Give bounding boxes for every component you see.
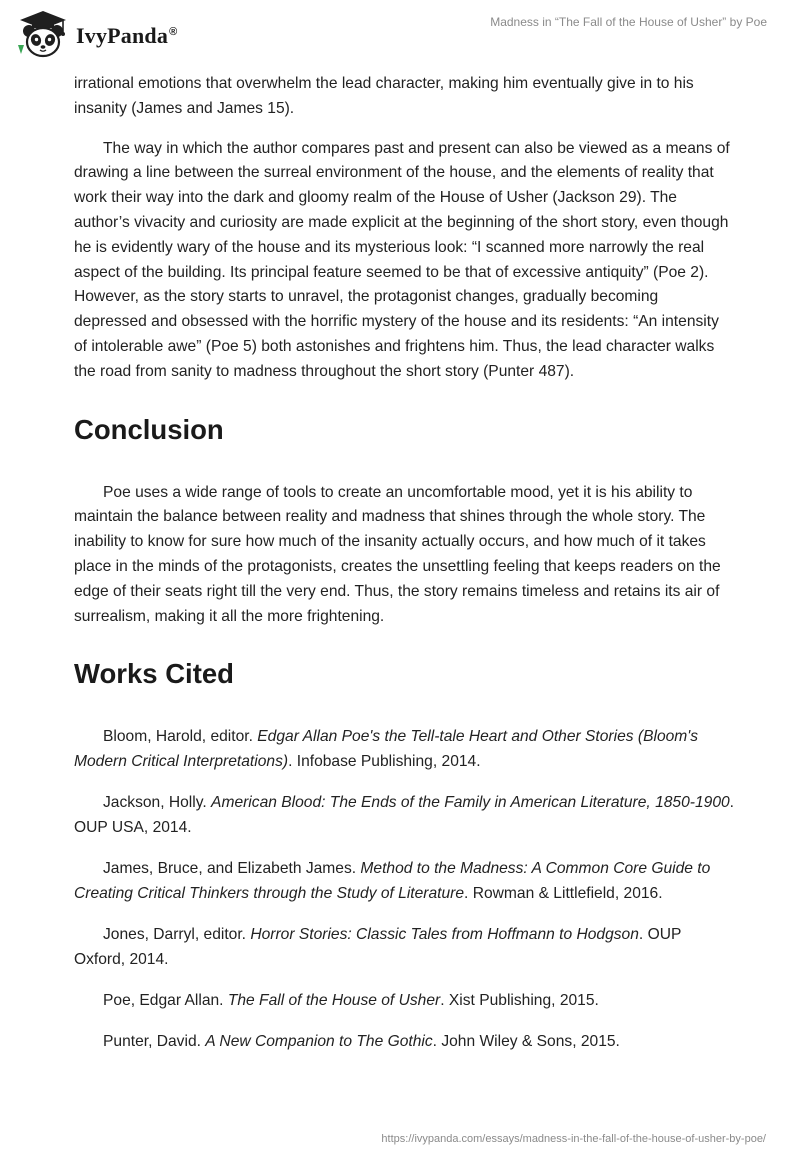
ivypanda-logo[interactable] bbox=[14, 9, 177, 59]
brand-name: IvyPanda® bbox=[76, 23, 178, 48]
citation-bloom: Bloom, Harold, editor. Edgar Allan Poe's the Tell-tale Heart and Other Stories (Bloom's Modern Critical Interpretations). Infobase Publishing, 2014. bbox=[74, 728, 699, 771]
essay-content bbox=[74, 72, 734, 1054]
paragraph-continuation: irrational emotions that overwhelm the lead character, making him eventually give in to his insanity (James and James 15). bbox=[74, 75, 694, 117]
citation-punter: Punter, David. A New Companion to The Gothic. John Wiley & Sons, 2015. bbox=[103, 1033, 620, 1051]
citation-jackson: Jackson, Holly. American Blood: The Ends of the Family in American Literature, 1850-1900. OUP USA, 2014. bbox=[74, 794, 735, 837]
paragraph-past-present: The way in which the author compares past and present can also be viewed as a means of drawing a line between the surreal environment of the house, and the elements of reality that work their way into the dark and gloomy realm of the House of Usher (Jackson 29). The author’s vivacity and curiosity are made explicit at the beginning of the short story, even though he is evidently wary of the house and its mysterious look: “I scanned more narrowly the real aspect of the building. Its principal feature seemed to be that of excessive antiquity” (Poe 2). However, as the story starts to unravel, the protagonist changes, gradually becoming depressed and obsessed with the horrific mystery of the house and its residents: “An intensity of intolerable awe” (Poe 5) both astonishes and frightens him. Thus, the lead character walks the road from sanity to madness throughout the short story (Punter 487). bbox=[74, 139, 730, 380]
registered-mark: ® bbox=[169, 25, 178, 38]
citation-poe: Poe, Edgar Allan. The Fall of the House of Usher. Xist Publishing, 2015. bbox=[103, 992, 599, 1010]
works-cited-list bbox=[74, 724, 734, 1054]
paragraph-conclusion: Poe uses a wide range of tools to create an uncomfortable mood, yet it is his ability to maintain the balance between reality and madness that shines through the whole story. The inability to know for sure how much of the insanity actually occurs, and how much of it takes place in the minds of the protagonists, creates the unsettling feeling that keeps readers on the edge of their seats right till the very end. Thus, the story remains timeless and retains its air of surrealism, making it all the more frightening. bbox=[74, 483, 721, 625]
works-cited-heading: Works Cited bbox=[74, 658, 234, 690]
conclusion-heading: Conclusion bbox=[74, 413, 224, 445]
document-title: Madness in “The Fall of the House of Usher” by Poe bbox=[490, 15, 767, 29]
footer-source-link[interactable]: https://ivypanda.com/essays/madness-in-the-fall-of-the-house-of-usher-by-poe/ bbox=[381, 1133, 766, 1145]
citation-jones: Jones, Darryl, editor. Horror Stories: Classic Tales from Hoffmann to Hodgson. OUP Oxford, 2014. bbox=[74, 926, 682, 969]
citation-james: James, Bruce, and Elizabeth James. Method to the Madness: A Common Core Guide to Creating Critical Thinkers through the Study of Literature. Rowman & Littlefield, 2016. bbox=[74, 860, 711, 903]
page-header bbox=[0, 0, 800, 66]
panda-graduate-icon bbox=[14, 9, 72, 59]
